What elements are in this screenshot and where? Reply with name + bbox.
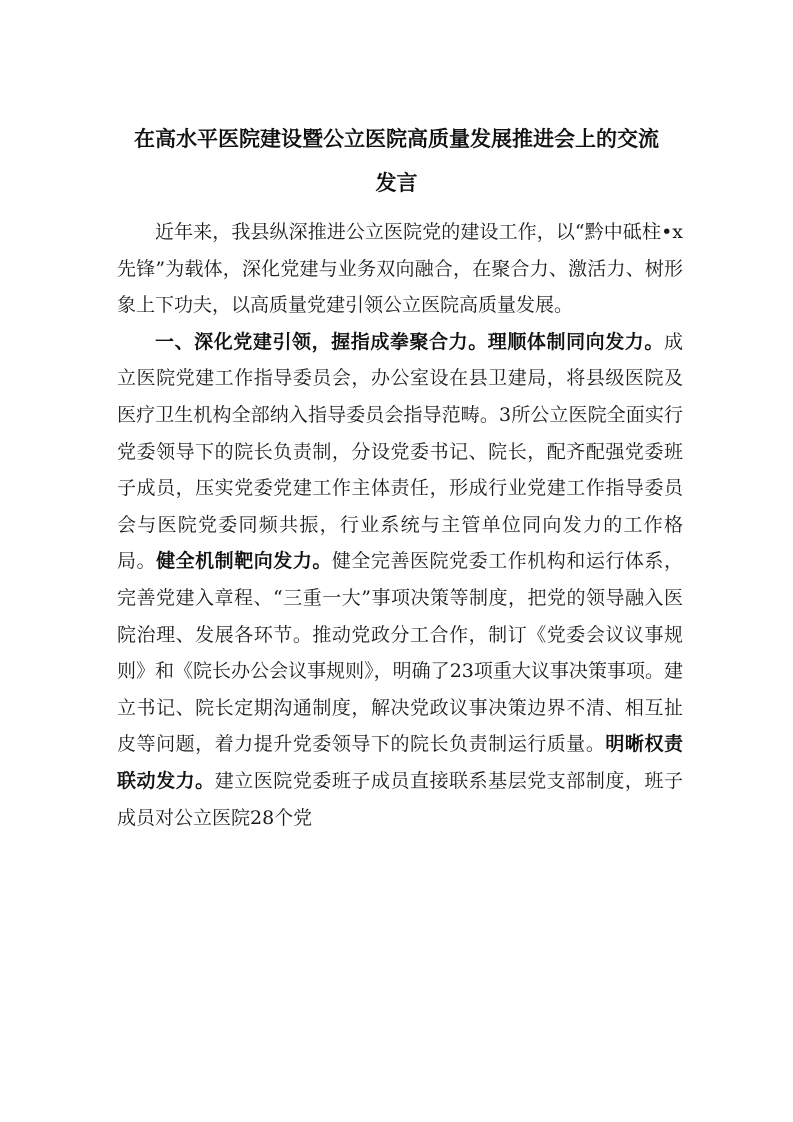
subsection-3-heading: 明晰权责联动发力。 — [117, 733, 683, 792]
subsection-2-heading: 健全机制靶向发力。 — [156, 550, 332, 573]
subsection-2-text: 健全完善医院党委工作机构和运行体系，完善党建入章程、“三重一大”事项决策等制度，把党的领导融入医院治理、发展各环节。推动党政分工合作，制订《党委会议议事规则》和《院长办公会议事规则》，明确了23项重大议事决策事项。建立书记、院长定期沟通制度，解决党政议事决策边界不清、相互扯皮等问题，着力提升党委领导下的院长负责制运行质量。 — [117, 550, 683, 756]
subsection-3-text: 建立医院党委班子成员直接联系基层党支部制度，班子成员对公立医院28个党 — [117, 769, 683, 829]
document-body — [117, 214, 683, 836]
subsection-1-text: 成立医院党建工作指导委员会，办公室设在县卫建局，将县级医院及医疗卫生机构全部纳入指导委员会指导范畴。3所公立医院全面实行党委领导下的院长负责制，分设党委书记、院长，配齐配强党委班子成员，压实党委党建工作主体责任，形成行业党建工作指导委员会与医院党委同频共振，行业系统与主管单位同向发力的工作格局。 — [117, 330, 683, 573]
document-title-line-1: 在高水平医院建设暨公立医院高质量发展推进会上的交流 — [134, 126, 659, 151]
intro-paragraph: 近年来，我县纵深推进公立医院党的建设工作，以“黔中砥柱•x先锋”为载体，深化党建与业务双向融合，在聚合力、激活力、树形象上下功夫，以高质量党建引领公立医院高质量发展。 — [117, 221, 683, 317]
section-1-heading: 一、深化党建引领，握指成拳聚合力。 — [155, 330, 488, 353]
subsection-1-heading: 理顺体制同向发力。 — [487, 330, 664, 353]
section-1-paragraph — [117, 324, 683, 836]
document-title-line-2: 发言 — [375, 170, 418, 195]
